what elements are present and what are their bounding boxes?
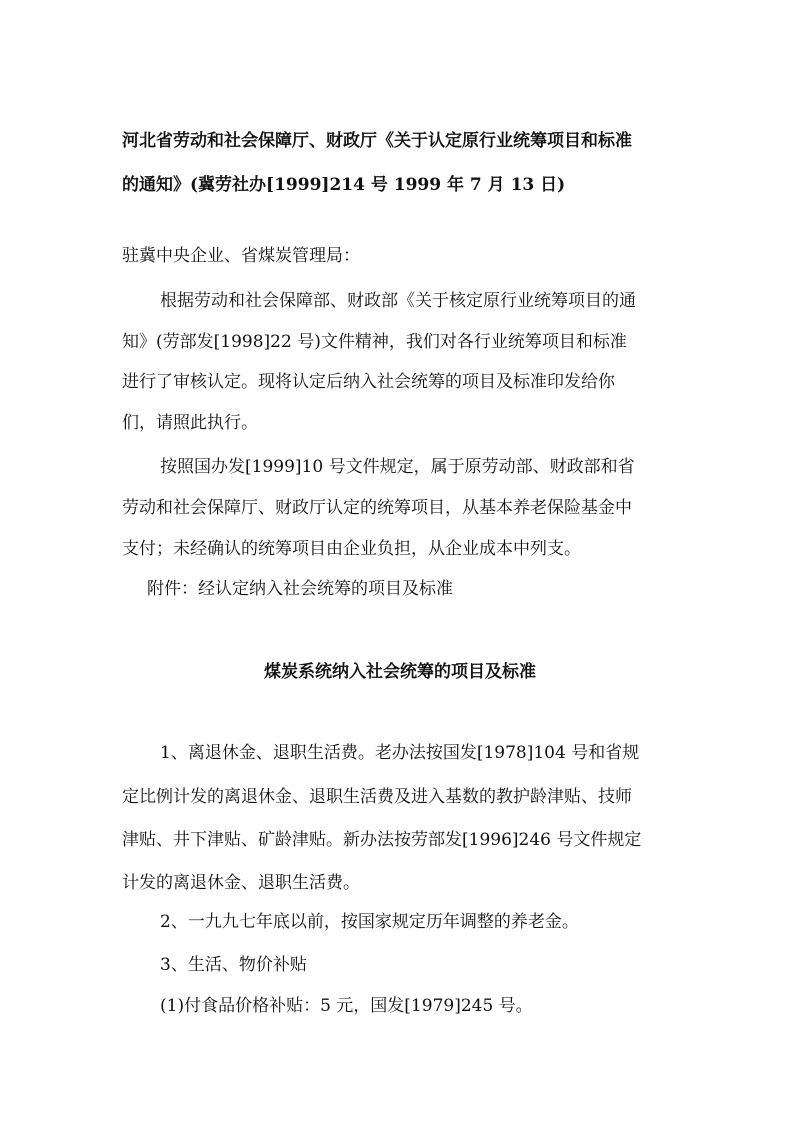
paragraph-2-line: 劳动和社会保障厅、财政厅认定的统筹项目，从基本养老保险基金中 (122, 498, 632, 518)
attachment-note: 附件：经认定纳入社会统筹的项目及标准 (147, 579, 453, 599)
paragraph-1-line: 进行了审核认定。现将认定后纳入社会统筹的项目及标准印发给你 (122, 372, 615, 392)
paragraph-1-line: 根据劳动和社会保障部、财政部《关于核定原行业统筹项目的通 (160, 291, 636, 311)
item-1-line: 1、离退休金、退职生活费。老办法按国发[1978]104 号和省规 (160, 743, 640, 763)
item-2: 2、一九九七年底以前，按国家规定历年调整的养老金。 (160, 912, 579, 932)
item-3: 3、生活、物价补贴 (160, 955, 307, 975)
paragraph-2-line: 按照国办发[1999]10 号文件规定，属于原劳动部、财政部和省 (160, 457, 635, 477)
item-3-sub-1: (1)付食品价格补贴：5 元，国发[1979]245 号。 (160, 996, 533, 1016)
item-1-line: 定比例计发的离退休金、退职生活费及进入基数的教护龄津贴、技师 (122, 787, 632, 807)
section-title: 煤炭系统纳入社会统筹的项目及标准 (264, 662, 536, 682)
paragraph-2-line: 支付；未经确认的统筹项目由企业负担，从企业成本中列支。 (122, 539, 581, 559)
paragraph-1-line: 们，请照此执行。 (122, 413, 258, 433)
paragraph-1-line: 知》(劳部发[1998]22 号)文件精神，我们对各行业统筹项目和标准 (122, 332, 627, 352)
document-title-line-1: 河北省劳动和社会保障厅、财政厅《关于认定原行业统筹项目和标准 (122, 131, 632, 151)
salutation: 驻冀中央企业、省煤炭管理局： (122, 246, 360, 266)
item-1-line: 津贴、井下津贴、矿龄津贴。新办法按劳部发[1996]246 号文件规定 (122, 830, 642, 850)
document-title-line-2: 的通知》(冀劳社办[1999]214 号 1999 年 7 月 13 日) (122, 175, 566, 195)
item-1-line: 计发的离退休金、退职生活费。 (122, 873, 360, 893)
